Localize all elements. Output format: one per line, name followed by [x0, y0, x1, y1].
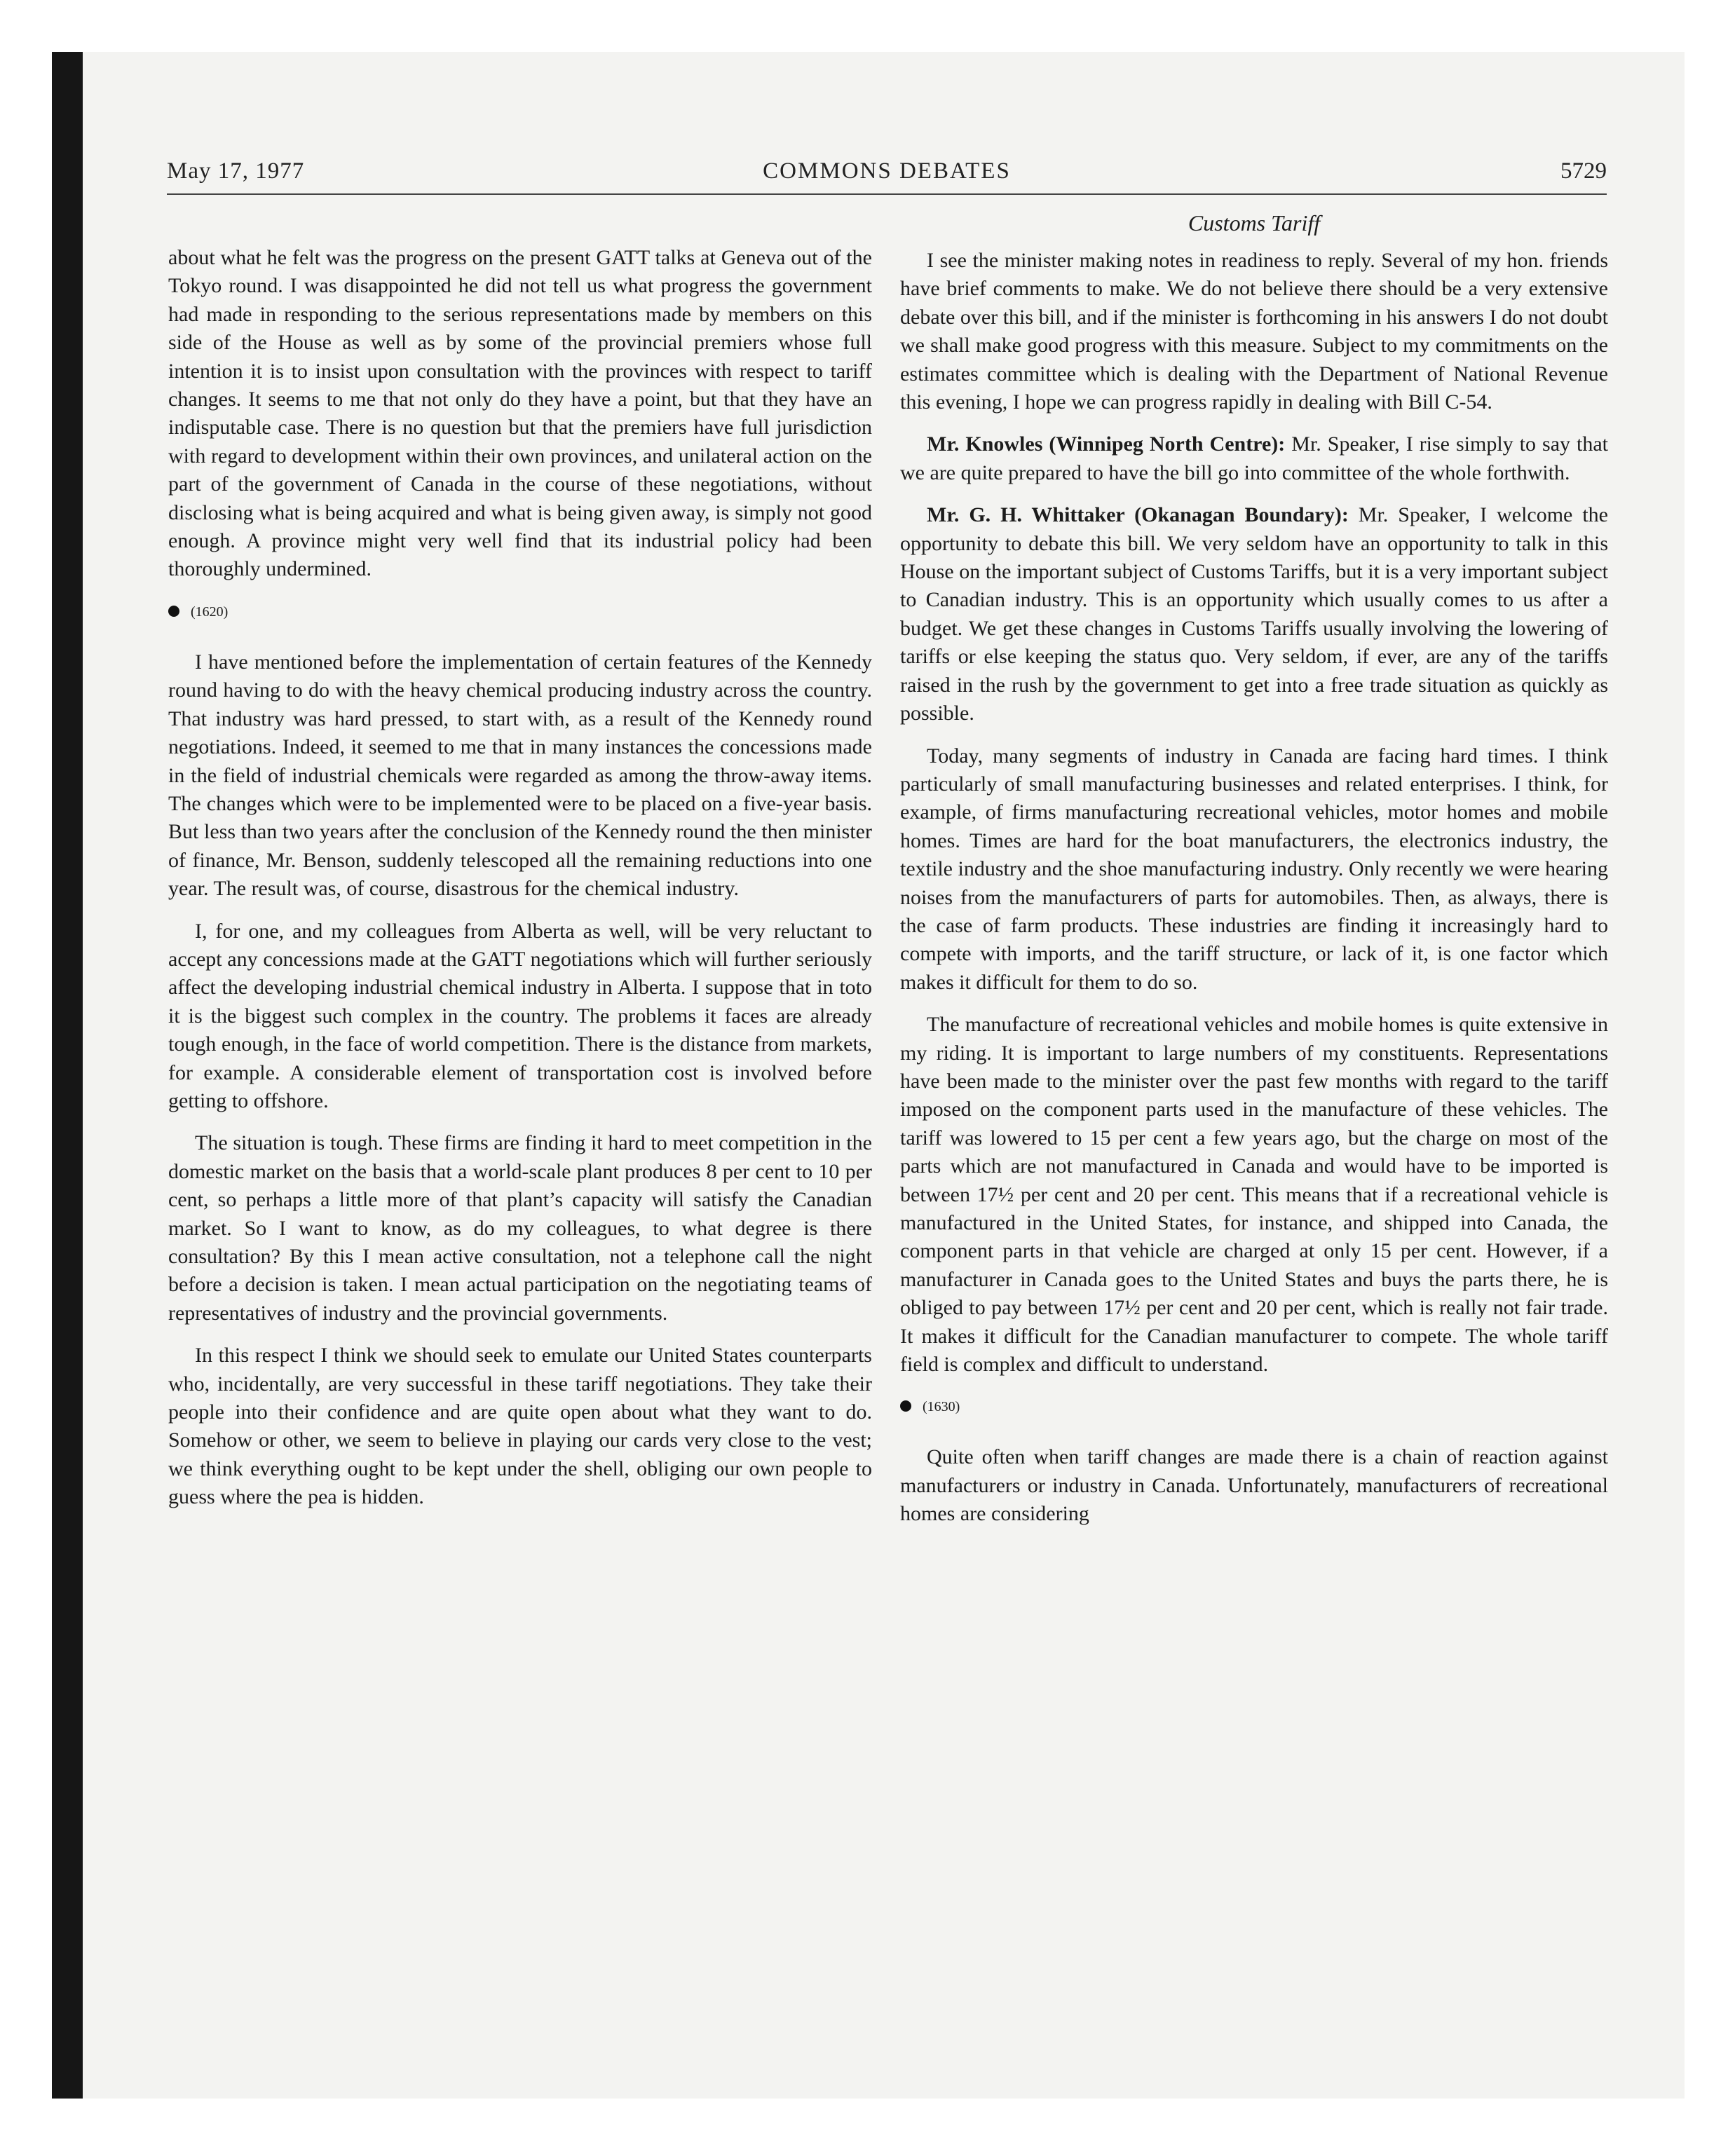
bullet-icon: [900, 1400, 911, 1412]
speech-paragraph: [900, 430, 1608, 487]
time-marker: [168, 598, 872, 626]
paragraph: The situation is tough. These firms are finding it hard to meet competition in the domestic market on the basis that a world-scale plant produces 8 per cent to 10 per cent, so perhaps a little more of that plant’s capacity will satisfy the Canadian market. So I want to know, as do my colleagues, to what degree is there consultation? By this I mean active consultation, not a telephone call the night before a decision is taken. I mean actual participation on the negotiating teams of representatives of industry and the provincial governments.: [168, 1131, 872, 1325]
paragraph: Quite often when tariff changes are made there is a chain of reaction against manufacturers or industry in Canada. Unfortunately, manufacturers of recreational homes are considering: [900, 1445, 1608, 1526]
paragraph: about what he felt was the progress on the present GATT talks at Geneva out of the Tokyo round. I was disappointed he did not tell us what progress the government had made in responding to the serious representations made by members on this side of the House as well as by some of the provincial premiers whose full intention it is to insist upon consultation with the provinces with respect to tariff changes. It seems to me that not only do they have a point, but that they have an indisputable case. There is no question but that the premiers have full jurisdiction with regard to development within their own provinces, and unilateral action on the part of the government of Canada in the course of these negotiations, without disclosing what is being acquired and what is being given away, is simply not good enough. A province might very well find that its industrial policy had been thoroughly undermined.: [168, 246, 872, 581]
paragraph: The manufacture of recreational vehicles and mobile homes is quite extensive in my riding. It is important to large numbers of my constituents. Representations have been made to the minister over the past few months with regard to the tariff imposed on the component parts used in the manufacture of these vehicles. The tariff was lowered to 15 per cent a few years ago, but the charge on most of the parts which are not manufactured in Canada and would have to be imported is between 17½ per cent and 20 per cent. This means that if a recreational vehicle is manufactured in the United States, for instance, and shipped into Canada, the component parts in that vehicle are charged at only 15 per cent. However, if a manufacturer in Canada goes to the United States and buys the parts there, he is obliged to pay between 17½ per cent and 20 per cent, which is really not fair trade. It makes it difficult for the Canadian manufacturer to compete. The whole tariff field is complex and difficult to understand.: [900, 1013, 1608, 1377]
speech-text: Mr. Speaker, I rise simply to say that we are quite prepared to have the bill go into committee of the whole forthwith.: [900, 432, 1608, 484]
paragraph: I see the minister making notes in readiness to reply. Several of my hon. friends have brief comments to make. We do not believe there should be a very extensive debate over this bill, and if the minister is forthcoming in his answers I do not doubt we shall make good progress with this measure. Subject to my commitments on the estimates committee which is dealing with the Department of National Revenue this evening, I hope we can progress rapidly in dealing with Bill C-54.: [900, 249, 1608, 414]
paragraph: I, for one, and my colleagues from Alberta as well, will be very reluctant to accept any concessions made at the GATT negotiations which will further seriously affect the developing industrial chemical industry in Alberta. I suppose that in toto it is the biggest such complex in the country. The problems it faces are already tough enough, in the face of world competition. There is the distance from markets, for example. A considerable element of transportation cost is involved before getting to offshore.: [168, 919, 872, 1112]
time-marker-label: (1630): [923, 1399, 960, 1415]
speech-text: Mr. Speaker, I welcome the opportunity to debate this bill. We very seldom have an opportunity to talk in this House on the important subject of Customs Tariffs, but it is a very important subject to Canadian industry. This is an opportunity which usually comes to us after a budget. We get these changes in Customs Tariffs usually involving the lowering of tariffs or else keeping the status quo. Very seldom, if ever, are any of the tariffs raised in the rush by the government to get into a free trade situation as quickly as possible.: [900, 503, 1608, 725]
left-column: [168, 244, 872, 1526]
bullet-icon: [168, 606, 179, 617]
paragraph: Today, many segments of industry in Canada are facing hard times. I think particularly of small manufacturing businesses and related enterprises. I think, for example, of firms manufacturing recreational vehicles, motor homes and mobile homes. Times are hard for the boat manufacturers, the electronics industry, the textile industry and the shoe manufacturing industry. Only recently we were hearing noises from the manufacturers of parts for automobiles. Then, as always, there is the case of farm products. These industries are finding it increasingly hard to compete with imports, and the tariff structure, or lack of it, is one factor which makes it difficult for them to do so.: [900, 744, 1608, 994]
section-title: Customs Tariff: [1188, 210, 1321, 236]
time-marker-label: (1620): [191, 603, 229, 620]
header-journal-title: COMMONS DEBATES: [763, 158, 1011, 184]
right-column: [900, 209, 1608, 1543]
speaker-name: Mr. Knowles (Winnipeg North Centre):: [927, 432, 1286, 456]
paragraph: In this respect I think we should seek to emulate our United States counterparts who, incidentally, are very successful in these tariff negotiations. They take their people into their confidence and are quite open about what they want to do. Somehow or other, we seem to believe in playing our cards very close to the vest; we think everything ought to be kept under the shell, obliging our own people to guess where the pea is hidden.: [168, 1344, 872, 1509]
speech-paragraph: [900, 501, 1608, 728]
time-marker: [900, 1393, 1608, 1421]
page-header: [167, 158, 1607, 195]
header-date: May 17, 1977: [167, 158, 305, 184]
paragraph: I have mentioned before the implementation of certain features of the Kennedy round having to do with the heavy chemical producing industry across the country. That industry was hard pressed, to start with, as a result of the Kennedy round negotiations. Indeed, it seemed to me that in many instances the concessions made in the field of industrial chemicals were regarded as among the throw-away items. The changes which were to be implemented were to be placed on a five-year basis. But less than two years after the conclusion of the Kennedy round the then minister of finance, Mr. Benson, suddenly telescoped all the remaining reductions into one year. The result was, of course, disastrous for the chemical industry.: [168, 650, 872, 901]
header-page-number: 5729: [1560, 158, 1607, 184]
speaker-name: Mr. G. H. Whittaker (Okanagan Boundary):: [927, 503, 1349, 527]
scan-edge-shadow: [52, 52, 83, 2099]
header-rule: [167, 193, 1607, 195]
